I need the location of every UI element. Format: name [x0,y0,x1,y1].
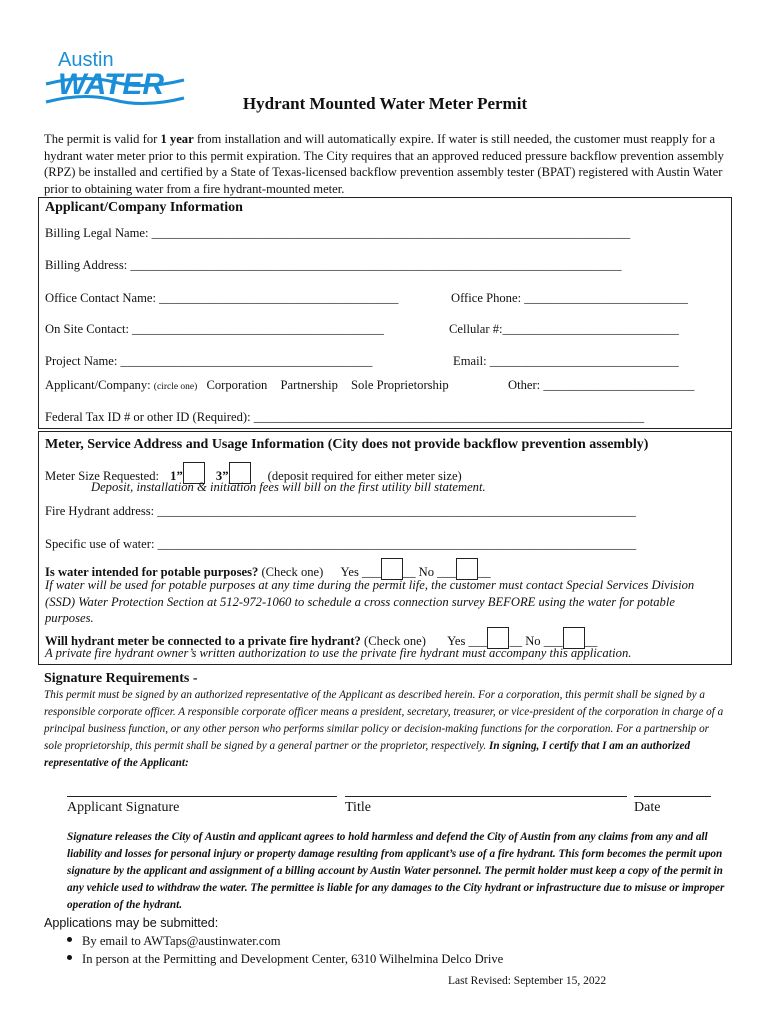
potable-no-end: __ [478,565,491,579]
other-field[interactable]: Other: ________________________ [508,378,695,392]
project-name-field[interactable]: Project Name: ________________________________________ [45,354,373,368]
applicant-heading: Applicant/Company Information [45,200,243,215]
specific-use-field[interactable]: Specific use of water: ____________________________________________________________________________ [45,537,637,551]
option-sole-proprietorship[interactable]: Sole Proprietorship [351,378,449,392]
date-label: Date [634,800,661,815]
potable-note: If water will be used for potable purposes at any time during the permit life, the customer must contact Special Services Division (SSD) Water Protection Section at 512-972-1060 to schedule a cross connection survey BEFORE using the water for potable purposes. [45,578,695,625]
size-3-label: 3” [215,469,229,483]
submit-heading: Applications may be submitted: [44,916,219,930]
potable-yes-end: __ [402,565,416,579]
meter-heading: Meter, Service Address and Usage Information (City does not provide backflow prevention assembly) [45,437,649,452]
private-no-end: __ [584,634,598,648]
submit-email-text: By email to AWTaps@austinwater.com [82,934,281,948]
bullet-icon [67,955,72,960]
signature-text: This permit must be signed by an authorized representative of the Applicant as described herein. For a corporation, this permit shall be signed by a responsible corporate officer. A responsible corporate officer means a president, secretary, treasurer, or vice-president of the corporation in charge of a principal business function, or any other person who performs similar policy or decision-making functions for the corporation. For a partnership or sole proprietorship, this permit shall be signed by a general partner or the proprietor, respectively. [44,689,724,752]
cellular-field[interactable]: Cellular #:____________________________ [449,322,679,336]
office-contact-field[interactable]: Office Contact Name: ______________________________________ [45,291,399,305]
size-1-label: 1” [170,469,183,483]
potable-question: Is water intended for potable purposes? [45,565,259,579]
signature-line[interactable] [67,796,337,797]
intro-bold: 1 year [160,132,194,146]
date-line[interactable] [634,796,711,797]
billing-name-field[interactable]: Billing Legal Name: ____________________________________________________________________________ [45,226,631,240]
company-type-label: Applicant/Company: [45,378,151,392]
applicant-signature-label: Applicant Signature [67,800,180,815]
private-check-one: (Check one) [364,634,426,648]
title-line[interactable] [345,796,627,797]
company-type-row [45,378,449,393]
certify-statement: In signing, I certify that I am an authorized representative of the Applicant: [44,740,691,769]
potable-no-label: No ___ [418,565,457,579]
meter-size-label: Meter Size Requested: [45,469,160,483]
onsite-contact-field[interactable]: On Site Contact: ________________________________________ [45,322,384,336]
potable-check-one: (Check one) [261,565,324,579]
submit-in-person-text: In person at the Permitting and Development Center, 6310 Wilhelmina Delco Drive [82,952,504,966]
option-partnership[interactable]: Partnership [280,378,338,392]
potable-yes-label: Yes ___ [340,565,381,579]
private-no-label: No ___ [525,634,563,648]
deposit-note: (deposit required for either meter size) [267,469,462,483]
liability-disclaimer: Signature releases the City of Austin and applicant agrees to hold harmless and defend the City of Austin from any claims from any and all liability and losses for personal injury or property damage resulting from applicant’s use of a fire hydrant. This form becomes the permit upon signature by the applicant and assignment of a billing account by Austin Water personnel. The permit holder must keep a copy of the permit in any vehicle used to withdraw the water. The permittee is liable for any damages to the City hydrant or infrastructure due to misuse or improper operation of the hydrant. [67,831,725,911]
submit-item-in-person [67,952,503,967]
tax-id-field[interactable]: Federal Tax ID # or other ID (Required): ______________________________________________________________ [45,410,645,424]
logo-word-austin: Austin [58,49,114,71]
last-revised: Last Revised: September 15, 2022 [448,975,607,987]
circle-one-hint: (circle one) [153,382,198,392]
private-yes-end: __ [509,634,523,648]
option-corporation[interactable]: Corporation [206,378,268,392]
signature-heading: Signature Requirements - [44,671,198,686]
page-title: Hydrant Mounted Water Meter Permit [242,94,528,113]
intro-paragraph [44,131,734,197]
intro-text-1: The permit is valid for [44,132,161,146]
fees-note: Deposit, installation & initiation fees will bill on the first utility bill statement. [91,480,486,494]
intro-text-2: from installation and will automatically expire. If water is still needed, the customer must reapply for a hydrant water meter prior to this permit expiration. The City requires that an approved reduced pressure backflow prevention assembly (RPZ) be installed and certified by a State of Texas-licensed backflow prevention assembly tester (BPAT) registered with Austin Water prior to obtaining water from a fire hydrant-mounted meter. [44,132,724,196]
logo-word-water: WATER [58,68,165,101]
submit-item-email [67,934,281,949]
office-phone-field[interactable]: Office Phone: __________________________ [451,291,688,305]
signature-paragraph [44,687,724,772]
private-note: A private fire hydrant owner’s written authorization to use the private fire hydrant must accompany this application. [45,646,632,660]
billing-address-field[interactable]: Billing Address: ______________________________________________________________________________ [45,258,622,272]
email-field[interactable]: Email: ______________________________ [453,354,679,368]
bullet-icon [67,937,72,942]
hydrant-address-field[interactable]: Fire Hydrant address: ____________________________________________________________________________ [45,504,636,518]
private-question: Will hydrant meter be connected to a private fire hydrant? [45,634,361,648]
title-label: Title [345,800,371,815]
private-yes-label: Yes ___ [447,634,488,648]
